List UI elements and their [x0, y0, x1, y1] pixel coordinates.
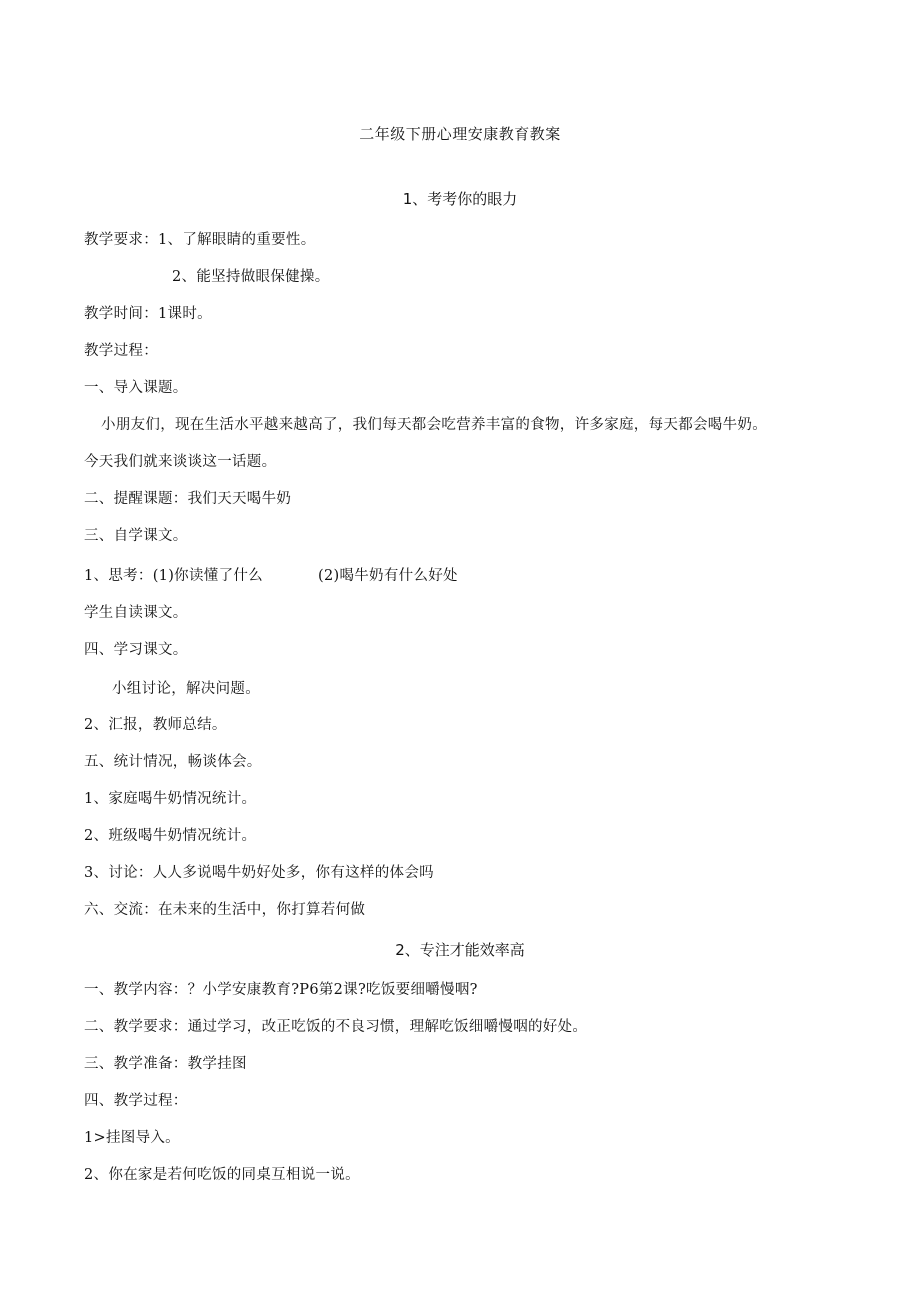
text-line: 小组讨论，解决问题。 — [112, 681, 260, 697]
text-line: 二、教学要求：通过学习，改正吃饭的不良习惯，理解吃饭细嚼慢咽的好处。 — [84, 1019, 588, 1035]
document-title: 二年级下册心理安康教育教案 — [359, 125, 561, 143]
text-line: 六、交流：在未来的生活中，你打算若何做 — [84, 902, 366, 918]
text-line: 五、统计情况，畅谈体会。 — [84, 754, 262, 770]
section-1-heading: 1、考考你的眼力 — [402, 190, 518, 208]
text-line: 2、汇报，教师总结。 — [84, 717, 227, 733]
text-line: 四、学习课文。 — [84, 642, 188, 658]
text-line: 教学过程： — [84, 343, 158, 359]
text-line: 一、教学内容：？小学安康教育?P6第2课?吃饭要细嚼慢咽? — [84, 982, 478, 998]
text-line: 2、你在家是若何吃饭的同桌互相说一说。 — [84, 1167, 360, 1183]
text-line: 教学要求：1、了解眼睛的重要性。 — [84, 232, 316, 248]
text-line: 二、提醒课题：我们天天喝牛奶 — [84, 491, 292, 507]
text-line: 一、导入课题。 — [84, 380, 188, 396]
text-line: 小朋友们，现在生活水平越来越高了，我们每天都会吃营养丰富的食物，许多家庭，每天都会喝牛奶。 — [101, 417, 767, 433]
text-line: 1>挂图导入。 — [84, 1130, 180, 1146]
text-line: 3、讨论：人人多说喝牛奶好处多，你有这样的体会吗 — [84, 865, 434, 881]
text-line: 1、家庭喝牛奶情况统计。 — [84, 791, 257, 807]
section-2-heading: 2、专注才能效率高 — [395, 941, 525, 959]
text-line: 三、自学课文。 — [84, 528, 188, 544]
text-line: 学生自读课文。 — [84, 605, 188, 621]
text-line: 三、教学准备：教学挂图 — [84, 1056, 247, 1072]
text-line: 教学时间：1课时。 — [84, 306, 212, 322]
text-line: 今天我们就来谈谈这一话题。 — [84, 454, 277, 470]
text-line: (2)喝牛奶有什么好处 — [318, 568, 458, 584]
text-line: 四、教学过程： — [84, 1093, 188, 1109]
text-line: 2、能坚持做眼保健操。 — [172, 269, 330, 285]
text-line: 2、班级喝牛奶情况统计。 — [84, 828, 257, 844]
text-line: 1、思考：(1)你读懂了什么 — [84, 568, 263, 584]
